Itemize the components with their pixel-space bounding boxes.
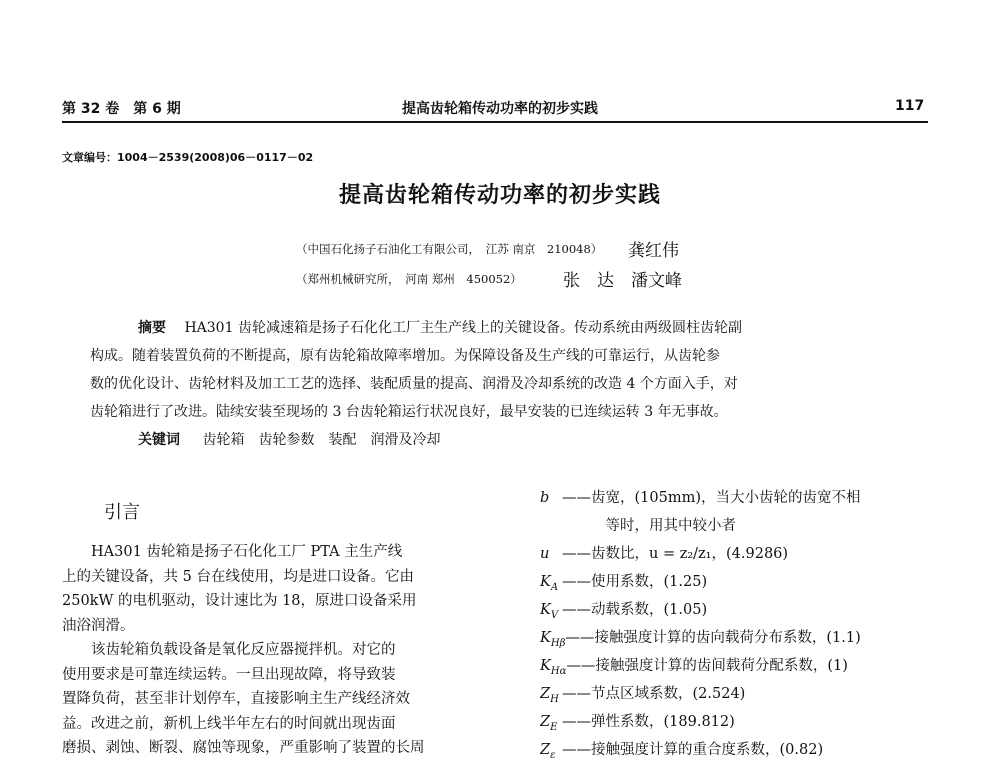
symbol: $Z_H$ bbox=[540, 686, 559, 705]
article-number: 文章编号：1004－2539(2008)06－0117－02 bbox=[62, 151, 314, 164]
header-volume-issue: 第 32 卷 第 6 期 bbox=[62, 101, 181, 117]
abstract-line bbox=[90, 314, 910, 342]
symbol-row bbox=[540, 652, 970, 680]
keywords-line bbox=[90, 426, 910, 454]
affiliation-1: （中国石化扬子石油化工有限公司， 江苏 南京 210048） bbox=[296, 242, 603, 256]
body-line: 上的关键设备，共 5 台在线使用，均是进口设备。它由 bbox=[62, 568, 414, 585]
symbol-desc: ——弹性系数，(189.812) bbox=[562, 714, 735, 730]
abstract-text: HA301 齿轮减速箱是扬子石化化工厂主生产线上的关键设备。传动系统由两级圆柱齿轮副 bbox=[184, 320, 742, 336]
symbol-row bbox=[540, 568, 970, 596]
symbol-row bbox=[540, 484, 970, 512]
body-line: HA301 齿轮箱是扬子石化化工厂 PTA 主生产线 bbox=[62, 544, 403, 560]
author-2: 张 达 潘文峰 bbox=[563, 271, 682, 291]
section-heading-intro: 引言 bbox=[104, 502, 140, 523]
symbol-row bbox=[540, 596, 970, 624]
author-1: 龚红伟 bbox=[628, 241, 679, 261]
symbol-desc: 等时，用其中较小者 bbox=[562, 518, 736, 534]
intro-body bbox=[62, 540, 482, 761]
header-running-title: 提高齿轮箱传动功率的初步实践 bbox=[402, 101, 598, 117]
symbol-desc: ——齿宽，(105mm)，当大小齿轮的齿宽不相 bbox=[562, 490, 861, 506]
symbol-row bbox=[540, 708, 970, 736]
symbol-desc: ——节点区域系数，(2.524) bbox=[562, 686, 746, 702]
symbol: $K_{H\alpha}$ bbox=[540, 658, 567, 677]
symbol-desc: ——动载系数，(1.05) bbox=[562, 602, 708, 618]
abstract-label: 摘要 bbox=[138, 320, 166, 336]
symbol-desc: ——接触强度计算的齿间载荷分配系数，(1) bbox=[566, 658, 848, 674]
body-line: 置降负荷，甚至非计划停车，直接影响主生产线经济效 bbox=[62, 691, 410, 707]
body-line: 使用要求是可靠连续运转。一旦出现故障，将导致装 bbox=[62, 666, 396, 683]
symbol-row bbox=[540, 680, 970, 708]
abstract-line: 齿轮箱进行了改进。陆续安装至现场的 3 台齿轮箱运行状况良好，最早安装的已连续运转 3 年无事故。 bbox=[90, 404, 728, 420]
keywords-label: 关键词 bbox=[138, 432, 180, 448]
header-page-number: 117 bbox=[895, 98, 925, 114]
abstract-line: 构成。随着装置负荷的不断提高，原有齿轮箱故障率增加。为保障设备及生产线的可靠运行，从齿轮参 bbox=[90, 348, 720, 364]
body-line: 油浴润滑。 bbox=[62, 617, 135, 634]
symbol-definitions bbox=[540, 484, 970, 764]
symbol-desc: ——使用系数，(1.25) bbox=[562, 574, 708, 590]
header-rule bbox=[62, 121, 928, 123]
symbol: u bbox=[540, 546, 550, 562]
symbol-row bbox=[540, 624, 970, 652]
symbol: $Z_\varepsilon$ bbox=[540, 742, 556, 761]
symbol: $K_{H\beta}$ bbox=[540, 630, 566, 649]
paper-title: 提高齿轮箱传动功率的初步实践 bbox=[338, 183, 661, 208]
symbol-desc: ——接触强度计算的齿向载荷分布系数，(1.1) bbox=[565, 630, 861, 646]
symbol-row bbox=[540, 540, 970, 568]
keywords-text: 齿轮箱 齿轮参数 装配 润滑及冷却 bbox=[202, 432, 441, 448]
symbol: $K_A$ bbox=[540, 574, 559, 593]
symbol: $Z_E$ bbox=[540, 714, 558, 733]
abstract bbox=[90, 314, 910, 454]
symbol-row bbox=[540, 512, 970, 540]
symbol-desc: ——接触强度计算的重合度系数，(0.82) bbox=[562, 742, 824, 758]
symbol: $K_V$ bbox=[540, 602, 559, 621]
body-line: 该齿轮箱负载设备是氧化反应器搅拌机。对它的 bbox=[62, 642, 396, 658]
symbol-desc: ——齿数比，u = z₂/z₁，(4.9286) bbox=[562, 546, 789, 562]
body-line: 250kW 的电机驱动，设计速比为 18，原进口设备采用 bbox=[62, 593, 417, 609]
body-line: 磨损、剥蚀、断裂、腐蚀等现象，严重影响了装置的长周 bbox=[62, 740, 425, 756]
symbol: b bbox=[540, 490, 550, 506]
abstract-line: 数的优化设计、齿轮材料及加工工艺的选择、装配质量的提高、润滑及冷却系统的改造 4 个方面入手，对 bbox=[90, 376, 738, 392]
affiliation-2: （郑州机械研究所， 河南 郑州 450052） bbox=[296, 272, 522, 286]
body-line: 益。改进之前，新机上线半年左右的时间就出现齿面 bbox=[62, 715, 396, 732]
